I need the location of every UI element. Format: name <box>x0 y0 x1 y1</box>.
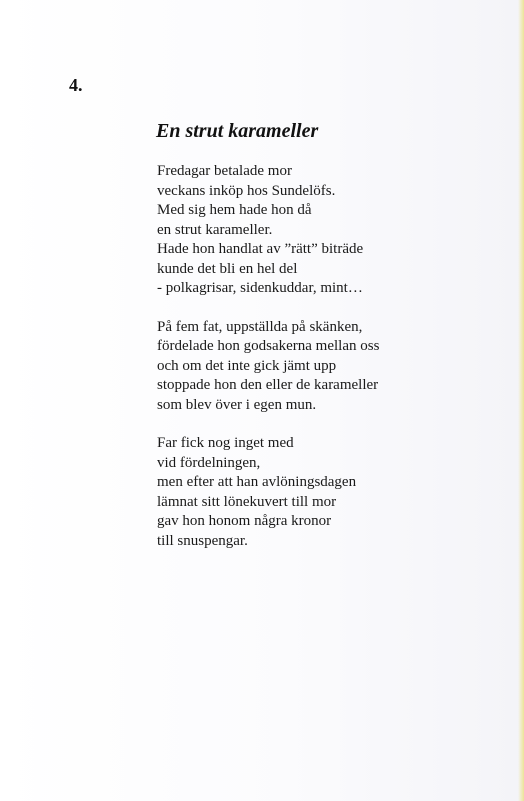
poem-title: En strut karameller <box>156 120 319 142</box>
poem-line: som blev över i egen mun. <box>157 396 317 413</box>
stanza-1 <box>157 162 457 299</box>
poem-line: en strut karameller. <box>157 221 273 238</box>
poem-line: gav hon honom några kronor <box>157 513 332 529</box>
poem-line: men efter att han avlöningsdagen <box>157 474 357 490</box>
poem-line: och om det inte gick jämt upp <box>157 357 337 374</box>
poem-line: veckans inköp hos Sundelöfs. <box>157 182 336 199</box>
poem-line: Far fick nog inget med <box>157 435 294 451</box>
poem-line: lämnat sitt lönekuvert till mor <box>157 493 337 510</box>
poem-body <box>157 162 457 570</box>
poem-line: fördelade hon godsakerna mellan oss <box>157 338 380 354</box>
poem-line: På fem fat, uppställda på skänken, <box>157 318 363 335</box>
page-number: 4. <box>69 75 83 95</box>
poem-line: kunde det bli en hel del <box>157 260 298 277</box>
poem-line: Hade hon handlat av ”rätt” biträde <box>157 241 364 257</box>
poem-line: Med sig hem hade hon då <box>157 202 312 218</box>
stanza-2 <box>157 318 457 416</box>
poem-line: vid fördelningen, <box>157 454 261 471</box>
poem-line: - polkagrisar, sidenkuddar, mint… <box>157 280 363 296</box>
poem-line: Fredagar betalade mor <box>157 163 292 179</box>
poem-line: stoppade hon den eller de karameller <box>157 377 379 393</box>
stanza-3 <box>157 434 457 551</box>
poem-line: till snuspengar. <box>157 532 248 549</box>
